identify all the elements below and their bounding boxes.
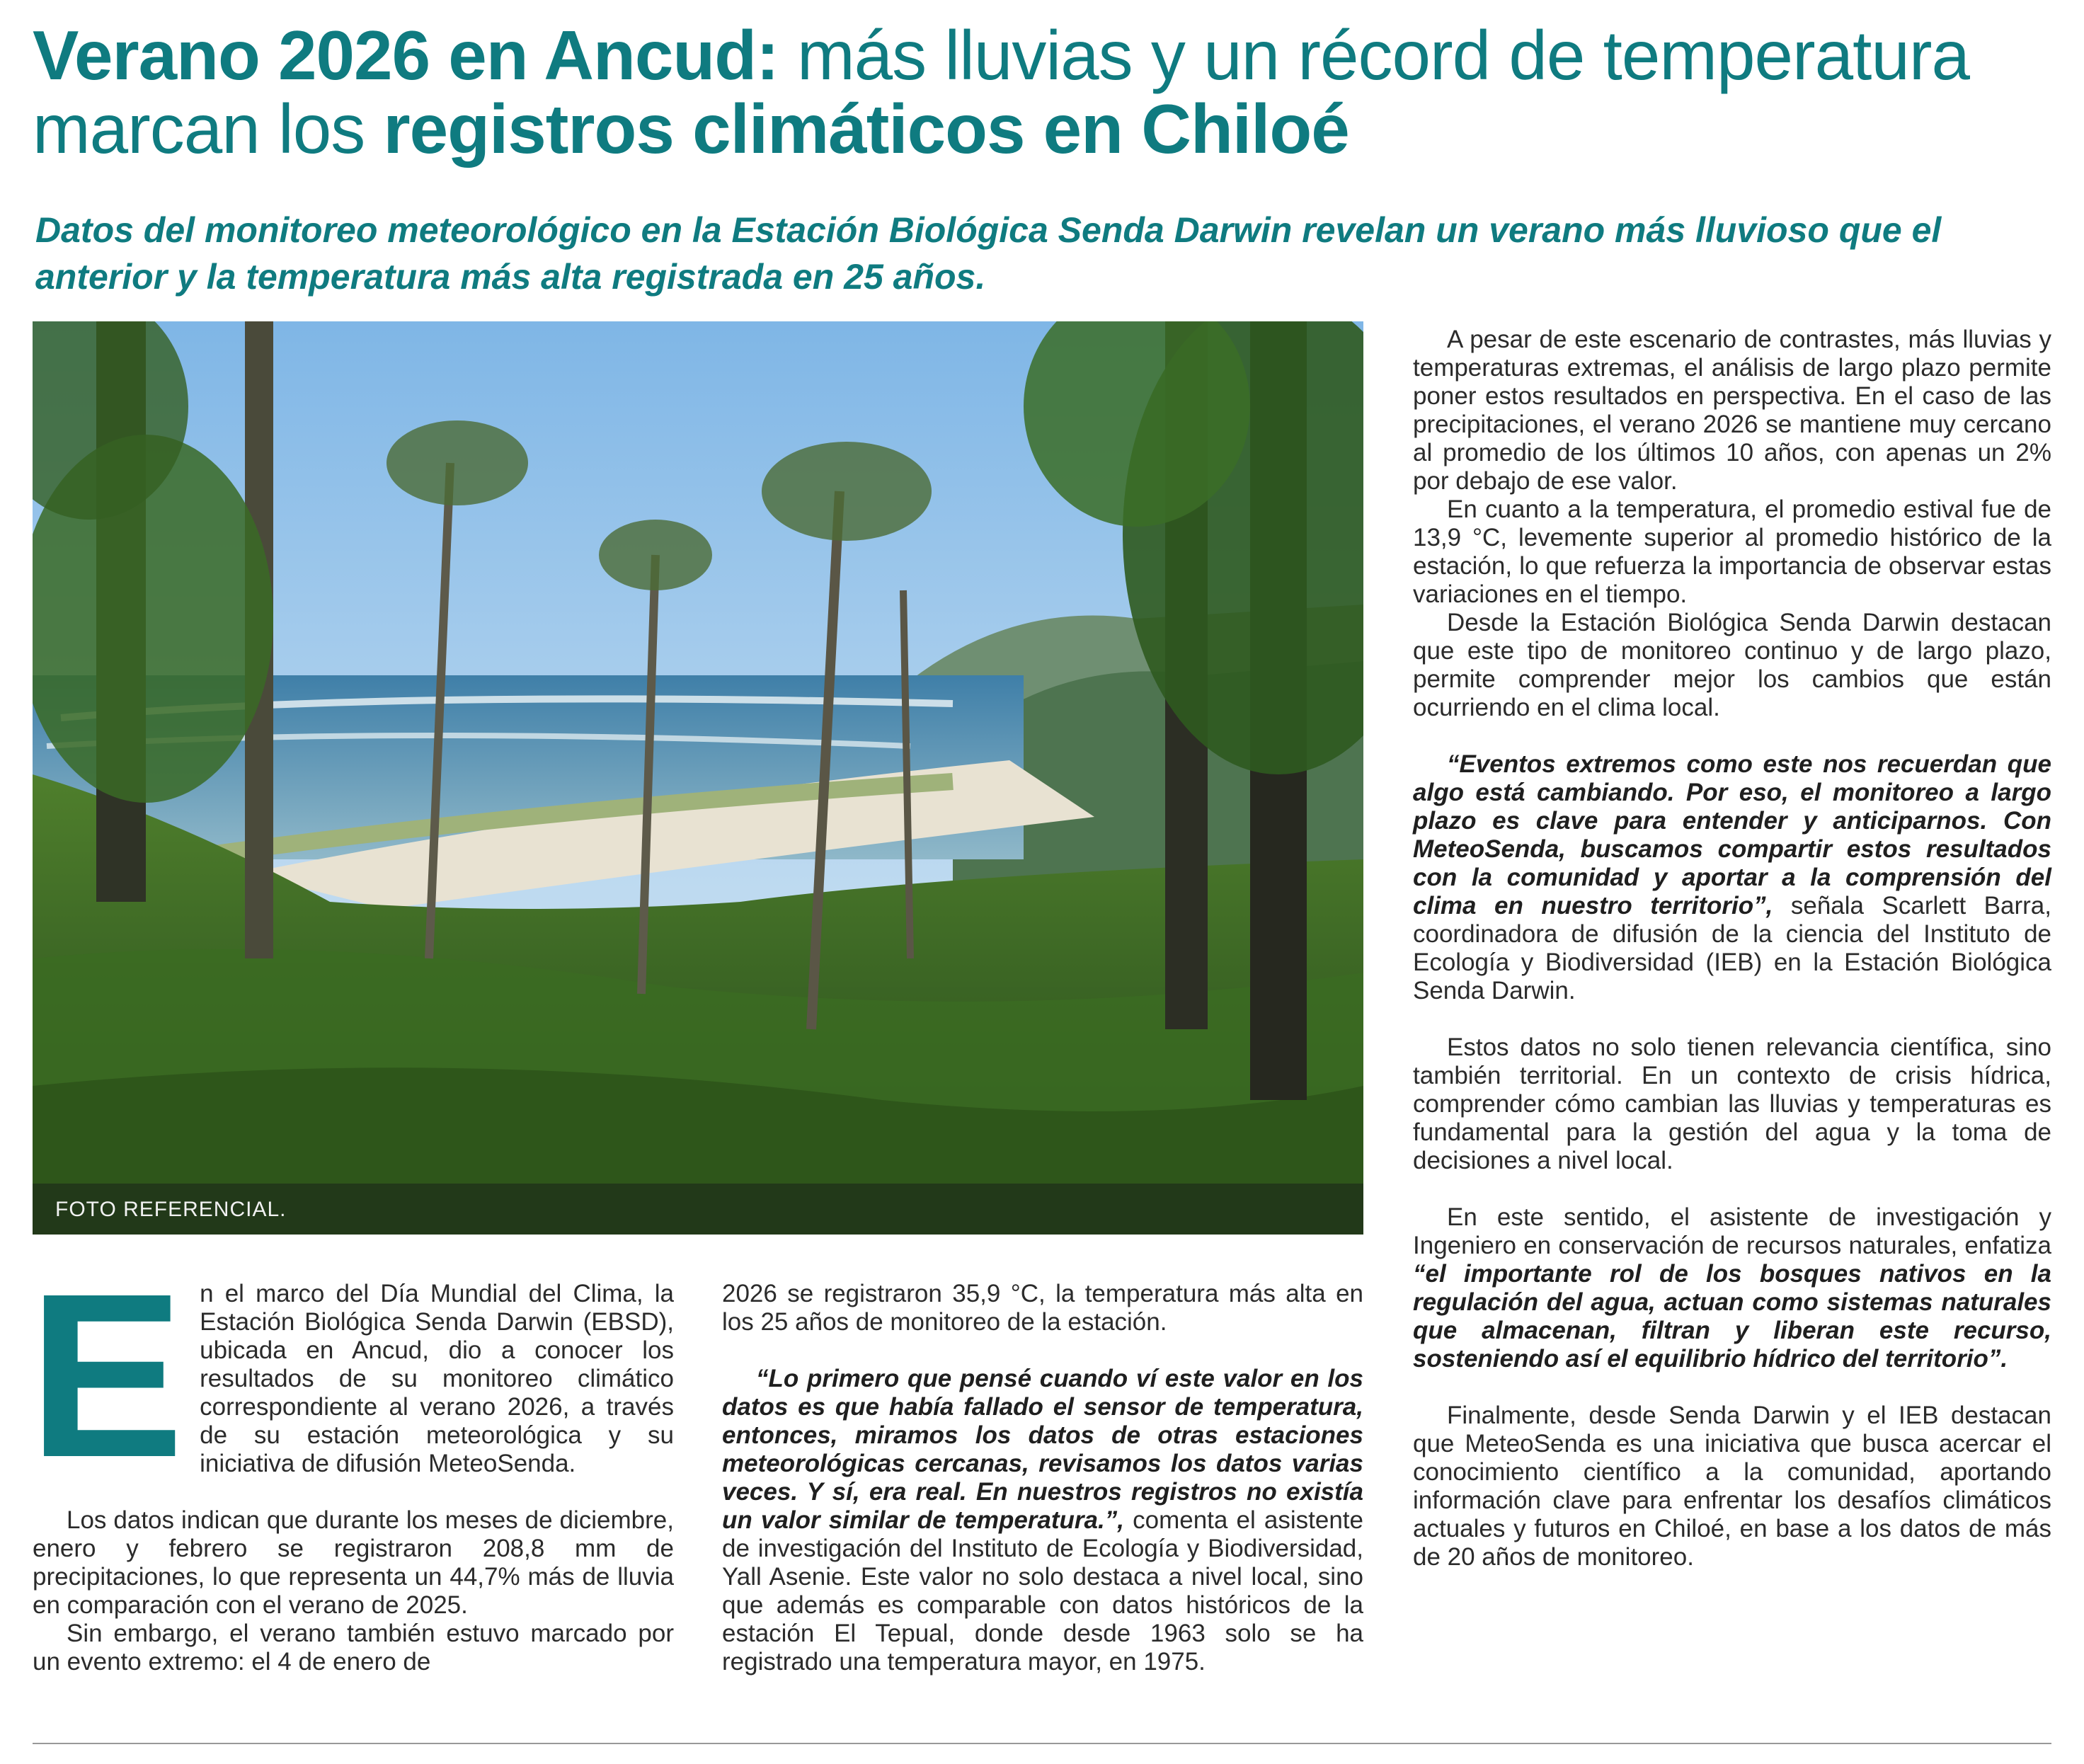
paragraph: Sin embargo, el verano también estuvo marcado por un evento extremo: el 4 de enero de [33,1620,674,1676]
paragraph: n el marco del Día Mundial del Clima, la Estación Biológica Senda Darwin (EBSD), ubicada en Ancud, dio a conocer los resultados de su monitoreo climático correspondiente al verano 2026, a través de su estación meteorológica y su iniciativa de difusión MeteoSenda. [200,1280,674,1477]
column-3 [1413,326,2051,1571]
paragraph: 2026 se registraron 35,9 °C, la temperatura más alta en los 25 años de monitoreo de la estación. [722,1280,1363,1336]
quote-attribution: comenta el asistente de investigación del Instituto de Ecología y Biodiversidad, Yall Asenie. Este valor no solo destaca a nivel local, sino que además es comparable con datos históricos de la estación El Tepual, donde desde 1963 solo se ha registrado una temperatura mayor, en 1975. [722,1506,1363,1676]
quote-paragraph [722,1365,1363,1676]
headline-bold-2: registros climáticos en Chiloé [383,90,1349,168]
quote-paragraph [1413,1203,2051,1373]
drop-cap: E [28,1244,185,1506]
headline [33,18,2057,166]
paragraph: Los datos indican que durante los meses de diciembre, enero y febrero se registraron 208,8 mm de precipitaciones, lo que representa un 44,7% más de lluvia en comparación con el verano de 2025. [33,1506,674,1619]
quote-text: “Lo primero que pensé cuando ví este valor en los datos es que había fallado el sensor de temperatura, entonces, miramos los datos de otras estaciones meteorológicas cercanas, revisamos los datos varias veces. Y sí, era real. En nuestros registros no existía un valor similar de temperatura.”, [722,1365,1363,1534]
quote-paragraph [1413,750,2051,1005]
paragraph: A pesar de este escenario de contrastes, más lluvias y temperaturas extremas, el análisis de largo plazo permite poner estos resultados en perspectiva. En el caso de las precipitaciones, el verano 2026 se mantiene muy cercano al promedio de los últimos 10 años, con apenas un 2% por debajo de ese valor. [1413,326,2051,495]
landscape-photo [33,321,1363,1235]
paragraph: En cuanto a la temperatura, el promedio estival fue de 13,9 °C, levemente superior al promedio histórico de la estación, lo que refuerza la importancia de observar estas variaciones en el tiempo. [1413,496,2051,608]
headline-light: más lluvias y un récord de temperatura marcan los [33,16,1969,168]
paragraph: Estos datos no solo tienen relevancia científica, sino también territorial. En un contexto de crisis hídrica, comprender cómo cambian las lluvias y temperaturas es fundamental para la gestión del agua y la toma de decisiones a nivel local. [1413,1033,2051,1174]
paragraph: Desde la Estación Biológica Senda Darwin destacan que este tipo de monitoreo continuo y de largo plazo, permite comprender mejor los cambios que están ocurriendo en el clima local. [1413,609,2051,721]
quote-text: “Eventos extremos como este nos recuerdan que algo está cambiando. Por eso, el monitoreo a largo plazo es clave para entender y anticiparnos. Con MeteoSenda, buscamos compartir estos resultados con la comunidad y aportar a la comprensión del clima en nuestro territorio”, [1413,750,2051,920]
photo-caption: FOTO REFERENCIAL. [55,1198,287,1221]
subheadline: Datos del monitoreo meteorológico en la Estación Biológica Senda Darwin revelan un verano más lluvioso que el anterior y la temperatura más alta registrada en 25 años. [35,210,1942,297]
forest-coast-illustration [33,321,1363,1235]
headline-bold-1: Verano 2026 en Ancud: [33,16,779,94]
quote-attribution: señala Scarlett Barra, coordinadora de difusión de la ciencia del Instituto de Ecología y Biodiversidad (IEB) en la Estación Biológica Senda Darwin. [1413,892,2051,1004]
quote-text: “el importante rol de los bosques nativos en la regulación del agua, actuan como sistemas naturales que almacenan, filtran y liberan este recurso, sosteniendo así el equilibrio hídrico del territorio”. [1413,1260,2051,1373]
column-2 [722,1280,1363,1676]
column-1 [28,1244,674,1676]
paragraph-intro: En este sentido, el asistente de investigación y Ingeniero en conservación de recursos naturales, enfatiza [1413,1203,2051,1259]
bottom-divider [33,1743,2051,1744]
paragraph: Finalmente, desde Senda Darwin y el IEB destacan que MeteoSenda es una iniciativa que busca acercar el conocimiento científico a la comunidad, aportando información clave para enfrentar los desafíos climáticos actuales y futuros en Chiloé, en base a los datos de más de 20 años de monitoreo. [1413,1402,2051,1571]
